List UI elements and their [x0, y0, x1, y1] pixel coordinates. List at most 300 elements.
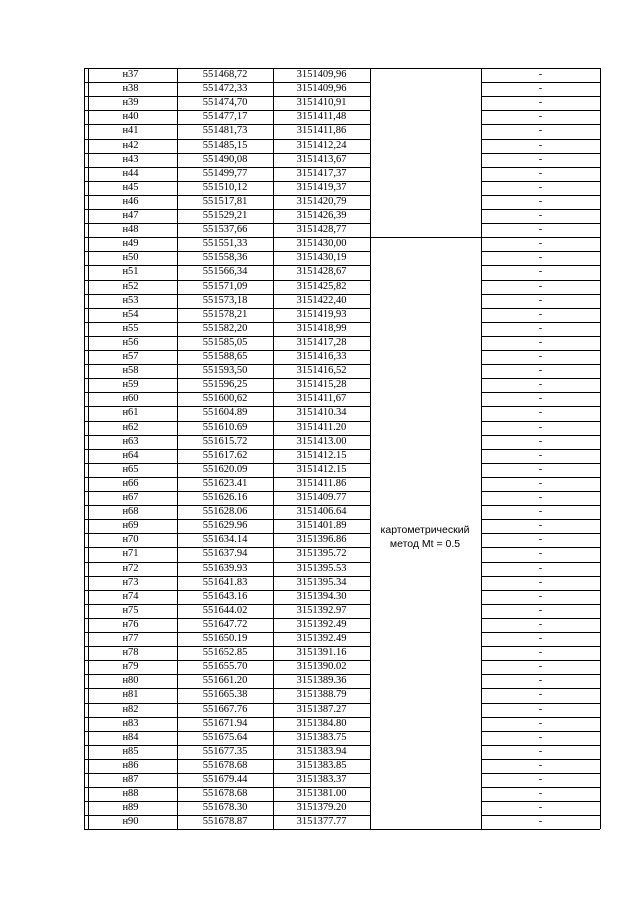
y-coordinate-cell: 3151388.79	[296, 689, 347, 701]
error-cell: -	[538, 520, 543, 532]
y-coordinate-cell: 3151411.86	[296, 477, 347, 489]
table-row	[84, 68, 600, 82]
error-cell: -	[538, 435, 543, 447]
point-id-cell: н62	[122, 421, 139, 433]
x-coordinate-cell: 551678.68	[202, 788, 248, 800]
grid-line	[84, 68, 600, 69]
point-id-cell: н60	[122, 393, 139, 405]
grid-line	[481, 406, 600, 407]
point-id-cell: н75	[122, 604, 139, 616]
grid-line	[481, 237, 600, 238]
x-coordinate-cell: 551585,05	[202, 336, 248, 348]
grid-line	[84, 124, 370, 125]
error-cell: -	[538, 139, 543, 151]
grid-line	[84, 632, 370, 633]
grid-line	[481, 491, 600, 492]
point-id-cell: н39	[122, 97, 139, 109]
x-coordinate-cell: 551634.14	[202, 534, 248, 546]
y-coordinate-cell: 3151383.85	[296, 759, 347, 771]
table-row	[84, 491, 600, 505]
grid-line	[84, 590, 370, 591]
grid-line	[481, 280, 600, 281]
grid-line	[84, 491, 370, 492]
grid-line	[481, 801, 600, 802]
grid-line	[84, 96, 370, 97]
grid-line	[481, 731, 600, 732]
table-row	[84, 745, 600, 759]
x-coordinate-cell: 551477,17	[202, 111, 248, 123]
x-coordinate-cell: 551637.94	[202, 548, 248, 560]
table-row	[84, 773, 600, 787]
point-id-cell: н53	[122, 294, 139, 306]
y-coordinate-cell: 3151395.34	[296, 576, 347, 588]
error-cell: -	[538, 308, 543, 320]
grid-line	[84, 181, 370, 182]
x-coordinate-cell: 551661.20	[202, 675, 248, 687]
x-coordinate-cell: 551655.70	[202, 661, 248, 673]
grid-line	[84, 829, 600, 830]
grid-line	[370, 237, 481, 238]
point-id-cell: н58	[122, 365, 139, 377]
grid-line	[481, 181, 600, 182]
x-coordinate-cell: 551551,33	[202, 238, 248, 250]
grid-line	[84, 294, 370, 295]
x-coordinate-cell: 551582,20	[202, 322, 248, 334]
x-coordinate-cell: 551665.38	[202, 689, 248, 701]
grid-line	[481, 632, 600, 633]
y-coordinate-cell: 3151412.15	[296, 463, 347, 475]
y-coordinate-cell: 3151410.34	[296, 407, 347, 419]
grid-line	[481, 562, 600, 563]
grid-line	[84, 322, 370, 323]
y-coordinate-cell: 3151419,93	[296, 308, 347, 320]
grid-line	[481, 251, 600, 252]
grid-line	[481, 533, 600, 534]
y-coordinate-cell: 3151411.20	[296, 421, 347, 433]
grid-line	[84, 745, 370, 746]
point-id-cell: н46	[122, 195, 139, 207]
y-coordinate-cell: 3151390.02	[296, 661, 347, 673]
x-coordinate-cell: 551600,62	[202, 393, 248, 405]
grid-line	[84, 153, 370, 154]
x-coordinate-cell: 551675.64	[202, 731, 248, 743]
x-coordinate-cell: 551671.94	[202, 717, 248, 729]
error-cell: -	[538, 294, 543, 306]
point-id-cell: н49	[122, 238, 139, 250]
error-cell: -	[538, 548, 543, 560]
error-cell: -	[538, 449, 543, 461]
x-coordinate-cell: 551678.87	[202, 816, 248, 828]
grid-line	[84, 68, 85, 829]
error-cell: -	[538, 393, 543, 405]
grid-line	[84, 547, 370, 548]
method-line-1: картометрический	[380, 524, 470, 536]
x-coordinate-cell: 551650.19	[202, 633, 248, 644]
table-row	[84, 364, 600, 378]
grid-line	[481, 223, 600, 224]
x-coordinate-cell: 551620.09	[202, 463, 248, 475]
table-row	[84, 731, 600, 745]
grid-line	[481, 153, 600, 154]
y-coordinate-cell: 3151392.49	[296, 618, 347, 630]
error-cell: -	[538, 224, 543, 236]
error-cell: -	[538, 379, 543, 391]
y-coordinate-cell: 3151409,96	[296, 83, 347, 95]
table-row	[84, 280, 600, 294]
x-coordinate-cell: 551529,21	[202, 210, 248, 221]
grid-line	[84, 392, 370, 393]
grid-line	[481, 688, 600, 689]
y-coordinate-cell: 3151383.37	[296, 774, 347, 785]
y-coordinate-cell: 3151411,86	[296, 125, 347, 137]
y-coordinate-cell: 3151401.89	[296, 520, 347, 532]
error-cell: -	[538, 83, 543, 95]
grid-line	[481, 505, 600, 506]
error-cell: -	[538, 407, 543, 419]
error-cell: -	[538, 647, 543, 659]
point-id-cell: н65	[122, 463, 139, 475]
y-coordinate-cell: 3151391.16	[296, 647, 347, 659]
grid-line	[481, 322, 600, 323]
table-row	[84, 336, 600, 350]
grid-line	[481, 660, 600, 661]
x-coordinate-cell: 551626.16	[202, 492, 248, 503]
point-id-cell: н81	[122, 689, 139, 701]
error-cell: -	[538, 745, 543, 757]
y-coordinate-cell: 3151387.27	[296, 703, 347, 715]
y-coordinate-cell: 3151383.94	[296, 745, 347, 757]
grid-line	[481, 773, 600, 774]
x-coordinate-cell: 551588,65	[202, 351, 248, 362]
x-coordinate-cell: 551566,34	[202, 266, 248, 278]
table-row	[84, 618, 600, 632]
y-coordinate-cell: 3151425,82	[296, 280, 347, 292]
grid-line	[84, 688, 370, 689]
error-cell: -	[538, 280, 543, 292]
point-id-cell: н88	[122, 788, 139, 800]
x-coordinate-cell: 551639.93	[202, 562, 248, 574]
error-cell: -	[538, 210, 543, 221]
point-id-cell: н41	[122, 125, 139, 137]
error-cell: -	[538, 69, 543, 80]
error-cell: -	[538, 802, 543, 814]
point-id-cell: н55	[122, 322, 139, 334]
x-coordinate-cell: 551474,70	[202, 97, 248, 109]
point-id-cell: н72	[122, 562, 139, 574]
point-id-cell: н59	[122, 379, 139, 391]
table-row	[84, 688, 600, 702]
x-coordinate-cell: 551629.96	[202, 520, 248, 532]
error-cell: -	[538, 181, 543, 193]
error-cell: -	[538, 689, 543, 701]
grid-line	[481, 364, 600, 365]
table-row	[84, 82, 600, 96]
point-id-cell: н57	[122, 351, 139, 362]
x-coordinate-cell: 551641.83	[202, 576, 248, 588]
error-cell: -	[538, 266, 543, 278]
table-row	[84, 505, 600, 519]
x-coordinate-cell: 551490,08	[202, 153, 248, 165]
point-id-cell: н51	[122, 266, 139, 278]
grid-line	[84, 674, 370, 675]
y-coordinate-cell: 3151416,52	[296, 365, 347, 377]
grid-line	[84, 463, 370, 464]
y-coordinate-cell: 3151426,39	[296, 210, 347, 221]
point-id-cell: н69	[122, 520, 139, 532]
table-row	[84, 153, 600, 167]
y-coordinate-cell: 3151392.49	[296, 633, 347, 644]
error-cell: -	[538, 590, 543, 602]
error-cell: -	[538, 111, 543, 123]
table-row	[84, 632, 600, 646]
grid-line	[481, 435, 600, 436]
table-row	[84, 350, 600, 364]
y-coordinate-cell: 3151416,33	[296, 351, 347, 362]
table-row	[84, 519, 600, 533]
grid-line	[84, 801, 370, 802]
grid-line	[177, 68, 178, 829]
grid-line	[481, 703, 600, 704]
grid-line	[481, 576, 600, 577]
grid-line	[273, 68, 274, 829]
grid-line	[84, 435, 370, 436]
point-id-cell: н76	[122, 618, 139, 630]
grid-line	[84, 646, 370, 647]
grid-line	[84, 336, 370, 337]
grid-line	[84, 167, 370, 168]
table-row	[84, 378, 600, 392]
grid-line	[481, 139, 600, 140]
table-row	[84, 294, 600, 308]
table-row	[84, 237, 600, 251]
y-coordinate-cell: 3151422,40	[296, 294, 347, 306]
x-coordinate-cell: 551596,25	[202, 379, 248, 391]
grid-line	[84, 703, 370, 704]
error-cell: -	[538, 351, 543, 362]
error-cell: -	[538, 562, 543, 574]
x-coordinate-cell: 551517,81	[202, 195, 248, 207]
x-coordinate-cell: 551643.16	[202, 590, 248, 602]
grid-line	[84, 787, 370, 788]
point-id-cell: н63	[122, 435, 139, 447]
error-cell: -	[538, 788, 543, 800]
error-cell: -	[538, 774, 543, 785]
grid-line	[481, 265, 600, 266]
grid-line	[481, 618, 600, 619]
grid-line	[84, 618, 370, 619]
grid-line	[84, 350, 370, 351]
y-coordinate-cell: 3151381.00	[296, 788, 347, 800]
table-row	[84, 322, 600, 336]
y-coordinate-cell: 3151395.53	[296, 562, 347, 574]
grid-line	[84, 251, 370, 252]
x-coordinate-cell: 551610.69	[202, 421, 248, 433]
x-coordinate-cell: 551578,21	[202, 308, 248, 320]
x-coordinate-cell: 551573,18	[202, 294, 248, 306]
error-cell: -	[538, 421, 543, 433]
grid-line	[481, 421, 600, 422]
point-id-cell: н87	[122, 774, 139, 785]
table-row	[84, 547, 600, 561]
y-coordinate-cell: 3151412.15	[296, 449, 347, 461]
x-coordinate-cell: 551647.72	[202, 618, 248, 630]
table-row	[84, 646, 600, 660]
y-coordinate-cell: 3151417,37	[296, 167, 347, 179]
x-coordinate-cell: 551558,36	[202, 252, 248, 264]
y-coordinate-cell: 3151413.00	[296, 435, 347, 447]
y-coordinate-cell: 3151420,79	[296, 195, 347, 207]
x-coordinate-cell: 551644.02	[202, 604, 248, 616]
grid-line	[84, 533, 370, 534]
table-row	[84, 590, 600, 604]
y-coordinate-cell: 3151409,96	[296, 69, 347, 80]
y-coordinate-cell: 3151392.97	[296, 604, 347, 616]
point-id-cell: н73	[122, 576, 139, 588]
table-row	[84, 406, 600, 420]
grid-line	[84, 406, 370, 407]
x-coordinate-cell: 551652.85	[202, 647, 248, 659]
grid-line	[481, 674, 600, 675]
error-cell: -	[538, 675, 543, 687]
point-id-cell: н66	[122, 477, 139, 489]
x-coordinate-cell: 551510,12	[202, 181, 248, 193]
x-coordinate-cell: 551593,50	[202, 365, 248, 377]
grid-line	[481, 195, 600, 196]
grid-line	[84, 477, 370, 478]
grid-line	[84, 759, 370, 760]
error-cell: -	[538, 731, 543, 743]
y-coordinate-cell: 3151383.75	[296, 731, 347, 743]
point-id-cell: н45	[122, 181, 139, 193]
error-cell: -	[538, 492, 543, 503]
grid-line	[84, 717, 370, 718]
point-id-cell: н86	[122, 759, 139, 771]
point-id-cell: н79	[122, 661, 139, 673]
grid-line	[84, 195, 370, 196]
y-coordinate-cell: 3151430,00	[296, 238, 347, 250]
x-coordinate-cell: 551617.62	[202, 449, 248, 461]
grid-line	[481, 717, 600, 718]
table-row	[84, 533, 600, 547]
y-coordinate-cell: 3151419,37	[296, 181, 347, 193]
x-coordinate-cell: 551537,66	[202, 224, 248, 236]
grid-line	[481, 449, 600, 450]
table-row	[84, 674, 600, 688]
table-row	[84, 167, 600, 181]
point-id-cell: н38	[122, 83, 139, 95]
point-id-cell: н89	[122, 802, 139, 814]
grid-line	[481, 646, 600, 647]
grid-line	[481, 209, 600, 210]
table-row	[84, 801, 600, 815]
table-row	[84, 660, 600, 674]
grid-line	[600, 68, 601, 829]
x-coordinate-cell: 551468,72	[202, 69, 248, 80]
y-coordinate-cell: 3151413,67	[296, 153, 347, 165]
error-cell: -	[538, 167, 543, 179]
error-cell: -	[538, 97, 543, 109]
grid-line	[84, 604, 370, 605]
error-cell: -	[538, 604, 543, 616]
grid-line	[84, 110, 370, 111]
table-row	[84, 576, 600, 590]
table-row	[84, 477, 600, 491]
point-id-cell: н64	[122, 449, 139, 461]
grid-line	[481, 82, 600, 83]
x-coordinate-cell: 551571,09	[202, 280, 248, 292]
point-id-cell: н83	[122, 717, 139, 729]
x-coordinate-cell: 551615.72	[202, 435, 248, 447]
grid-line	[481, 477, 600, 478]
table-row	[84, 604, 600, 618]
grid-line	[370, 68, 371, 829]
point-id-cell: н84	[122, 731, 139, 743]
grid-line	[84, 660, 370, 661]
grid-line	[481, 294, 600, 295]
point-id-cell: н54	[122, 308, 139, 320]
table-row	[84, 251, 600, 265]
table-row	[84, 759, 600, 773]
y-coordinate-cell: 3151389.36	[296, 675, 347, 687]
y-coordinate-cell: 3151418,99	[296, 322, 347, 334]
point-id-cell: н61	[122, 407, 139, 419]
grid-line	[481, 124, 600, 125]
error-cell: -	[538, 816, 543, 828]
x-coordinate-cell: 551679.44	[202, 774, 248, 785]
point-id-cell: н90	[122, 816, 139, 828]
table-row	[84, 449, 600, 463]
table-row	[84, 421, 600, 435]
table-row	[84, 181, 600, 195]
grid-line	[481, 463, 600, 464]
grid-line	[481, 604, 600, 605]
point-id-cell: н44	[122, 167, 139, 179]
error-cell: -	[538, 534, 543, 546]
error-cell: -	[538, 365, 543, 377]
table-row	[84, 139, 600, 153]
grid-line	[84, 378, 370, 379]
error-cell: -	[538, 633, 543, 644]
point-id-cell: н47	[122, 210, 139, 221]
grid-line	[481, 308, 600, 309]
error-cell: -	[538, 703, 543, 715]
y-coordinate-cell: 3151384.80	[296, 717, 347, 729]
y-coordinate-cell: 3151406.64	[296, 506, 347, 518]
table-row	[84, 209, 600, 223]
x-coordinate-cell: 551667.76	[202, 703, 248, 715]
point-id-cell: н43	[122, 153, 139, 165]
table-row	[84, 463, 600, 477]
y-coordinate-cell: 3151428,67	[296, 266, 347, 278]
point-id-cell: н77	[122, 633, 139, 644]
point-id-cell: н52	[122, 280, 139, 292]
point-id-cell: н71	[122, 548, 139, 560]
point-id-cell: н50	[122, 252, 139, 264]
point-id-cell: н85	[122, 745, 139, 757]
error-cell: -	[538, 195, 543, 207]
table-row	[84, 223, 600, 237]
table-row	[84, 392, 600, 406]
grid-line	[84, 223, 370, 224]
grid-line	[481, 787, 600, 788]
y-coordinate-cell: 3151409.77	[296, 492, 347, 503]
grid-line	[481, 392, 600, 393]
x-coordinate-cell: 551678.68	[202, 759, 248, 771]
table-row	[84, 815, 600, 829]
grid-line	[481, 519, 600, 520]
point-id-cell: н48	[122, 224, 139, 236]
grid-line	[84, 449, 370, 450]
